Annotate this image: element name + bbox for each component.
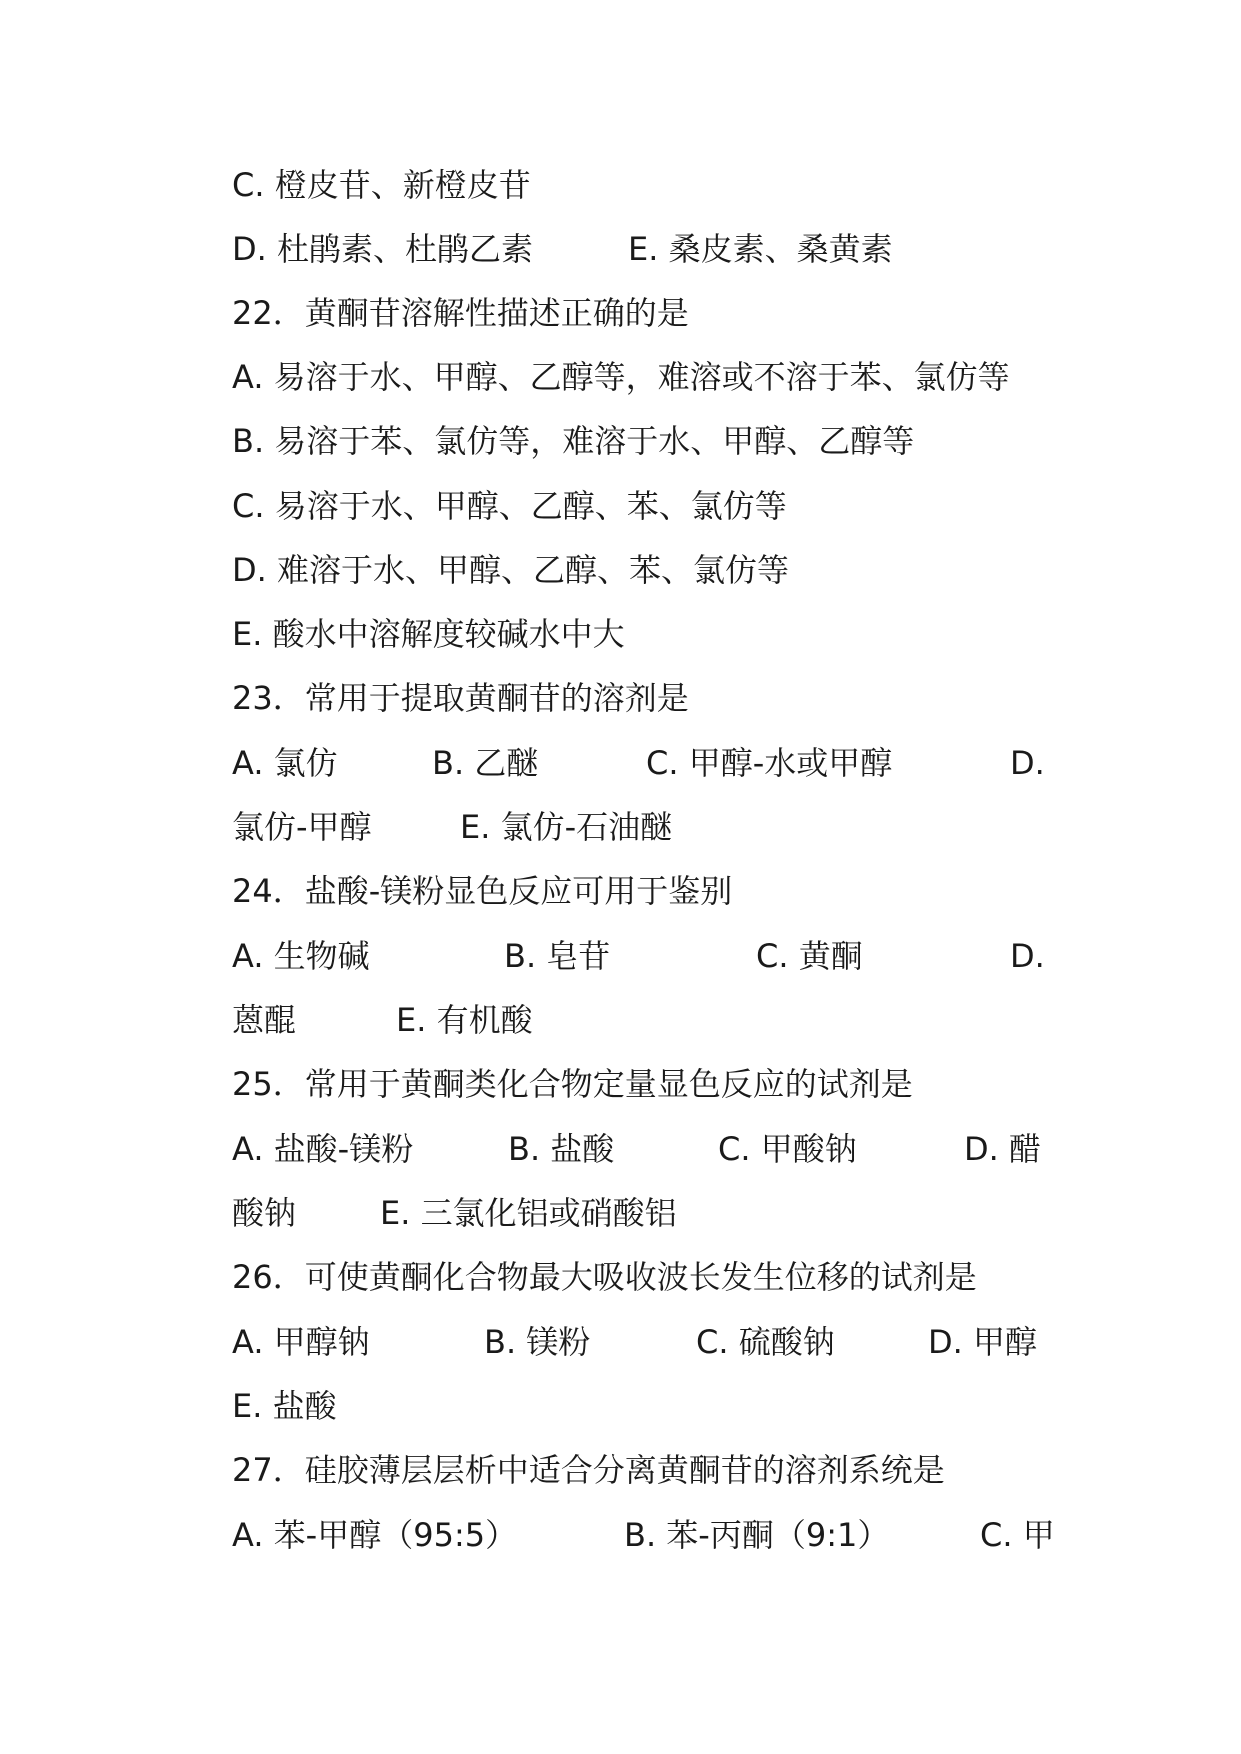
option-c: C. 甲	[980, 1516, 1055, 1554]
option-d: D. 杜鹃素、杜鹃乙素	[232, 230, 533, 268]
option-e: E. 桑皮素、桑黄素	[628, 230, 893, 268]
option-c: C. 甲醇-水或甲醇	[646, 744, 893, 782]
option-c: C. 易溶于水、甲醇、乙醇、苯、氯仿等	[232, 487, 787, 525]
option-e: E. 盐酸	[232, 1387, 337, 1425]
option-b: B. 盐酸	[508, 1130, 615, 1168]
option-e: E. 有机酸	[396, 1001, 533, 1039]
option-a: A. 易溶于水、甲醇、乙醇等，难溶或不溶于苯、氯仿等	[232, 358, 1010, 396]
option-b: B. 易溶于苯、氯仿等，难溶于水、甲醇、乙醇等	[232, 422, 915, 460]
option-b: B. 镁粉	[484, 1323, 591, 1361]
question-text: 22．黄酮苷溶解性描述正确的是	[232, 294, 689, 332]
question-text: 26．可使黄酮化合物最大吸收波长发生位移的试剂是	[232, 1258, 977, 1296]
option-b: B. 苯-丙酮（9:1）	[624, 1516, 890, 1554]
option-d-continued: 蒽醌	[232, 1001, 297, 1039]
option-d: D. 难溶于水、甲醇、乙醇、苯、氯仿等	[232, 551, 789, 589]
option-c: C. 橙皮苷、新橙皮苷	[232, 166, 531, 204]
option-a: A. 氯仿	[232, 744, 338, 782]
option-d: D.	[1010, 937, 1045, 975]
option-c: C. 甲酸钠	[718, 1130, 857, 1168]
question-text: 25．常用于黄酮类化合物定量显色反应的试剂是	[232, 1065, 913, 1103]
question-text: 24．盐酸-镁粉显色反应可用于鉴别	[232, 872, 733, 910]
option-e: E. 氯仿-石油醚	[460, 808, 673, 846]
option-b: B. 乙醚	[432, 744, 539, 782]
option-d-continued: 氯仿-甲醇	[232, 808, 372, 846]
option-c: C. 黄酮	[756, 937, 863, 975]
option-d: D. 甲醇	[928, 1323, 1037, 1361]
question-text: 27．硅胶薄层层析中适合分离黄酮苷的溶剂系统是	[232, 1451, 945, 1489]
option-e: E. 三氯化铝或硝酸铝	[380, 1194, 677, 1232]
option-c: C. 硫酸钠	[696, 1323, 835, 1361]
option-a: A. 甲醇钠	[232, 1323, 370, 1361]
option-a: A. 苯-甲醇（95:5）	[232, 1516, 518, 1554]
option-a: A. 生物碱	[232, 937, 370, 975]
question-text: 23．常用于提取黄酮苷的溶剂是	[232, 679, 689, 717]
option-d: D.	[1010, 744, 1045, 782]
option-e: E. 酸水中溶解度较碱水中大	[232, 615, 625, 653]
option-b: B. 皂苷	[504, 937, 611, 975]
option-d-continued: 酸钠	[232, 1194, 297, 1232]
option-d: D. 醋	[964, 1130, 1041, 1168]
option-a: A. 盐酸-镁粉	[232, 1130, 414, 1168]
